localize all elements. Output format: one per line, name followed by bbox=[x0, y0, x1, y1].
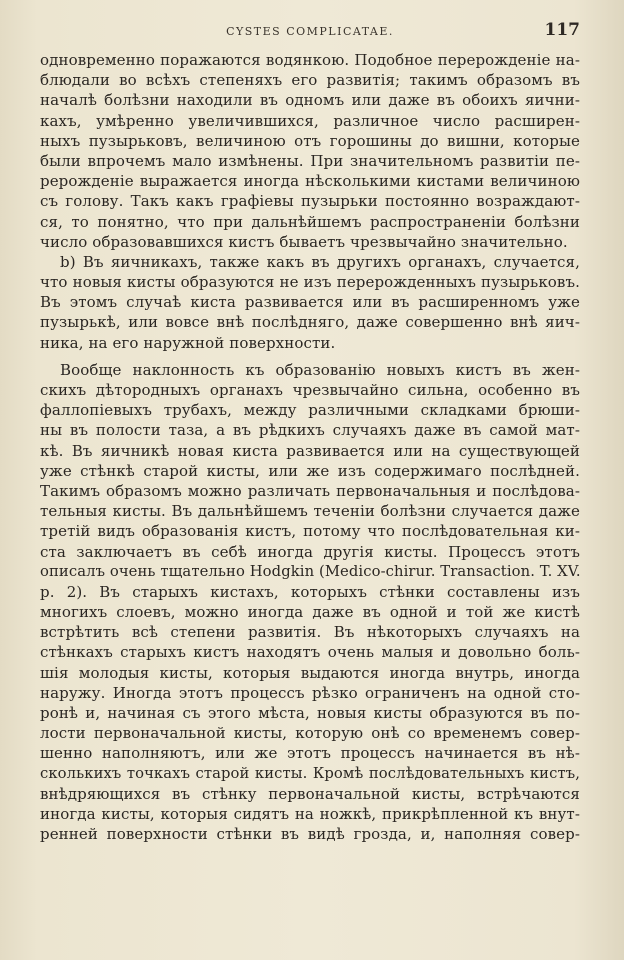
text-line: рерожденіе выражается иногда нѣсколькими кистами величиною bbox=[40, 172, 580, 191]
text-line: Вообще наклонность къ образованію новыхъ кистъ въ жен- bbox=[60, 360, 580, 379]
text-line: тельныя кисты. Въ дальнѣйшемъ теченіи болѣзни случается даже bbox=[40, 502, 580, 521]
text-line: Такимъ образомъ можно различать первоначальныя и послѣдова- bbox=[40, 481, 580, 500]
text-line: что новыя кисты образуются не изъ перерожденныхъ пузырьковъ. bbox=[40, 273, 580, 292]
body-text bbox=[40, 50, 580, 844]
text-line: блюдали во всѣхъ степеняхъ его развитія; такимъ образомъ въ bbox=[40, 71, 580, 90]
text-line: съ голову. Такъ какъ графіевы пузырьки постоянно возраждают- bbox=[40, 192, 580, 211]
text-line: ренней поверхности стѣнки въ видѣ грозда, и, наполняя совер- bbox=[40, 825, 580, 844]
text-line: многихъ слоевъ, можно иногда даже въ одной и той же кистѣ bbox=[40, 603, 580, 622]
text-line: началѣ болѣзни находили въ одномъ или даже въ обоихъ яични- bbox=[40, 91, 580, 110]
text-line: были впрочемъ мало измѣнены. При значительномъ развитіи пе- bbox=[40, 151, 580, 170]
text-line: скихъ дѣтородныхъ органахъ чрезвычайно сильна, особенно въ bbox=[40, 381, 580, 399]
text-line: описалъ очень тщательно Hodgkin (Medico-chirur. Transaction. T. XV. bbox=[40, 562, 581, 580]
text-line: ника, на его наружной поверхности. bbox=[40, 333, 336, 352]
text-line: лости первоначальной кисты, которую онѣ со временемъ совер- bbox=[40, 724, 580, 743]
text-line: p. 2). Въ старыхъ кистахъ, которыхъ стѣнки составлены изъ bbox=[40, 582, 580, 601]
text-line: ста заключаетъ въ себѣ иногда другія кисты. Процессъ этотъ bbox=[40, 542, 580, 561]
paragraph-1 bbox=[40, 50, 580, 252]
text-line: пузырькѣ, или вовсе внѣ послѣдняго, даже совершенно внѣ яич- bbox=[40, 313, 580, 332]
paragraph-3 bbox=[40, 360, 580, 845]
paragraph-gap bbox=[40, 353, 580, 360]
text-line: внѣдряющихся въ стѣнку первоначальной кисты, встрѣчаются bbox=[40, 784, 580, 803]
text-line: кѣ. Въ яичникѣ новая киста развивается или на существующей bbox=[40, 441, 580, 460]
text-line: ронѣ и, начиная съ этого мѣста, новыя кисты образуются въ по- bbox=[40, 704, 580, 722]
text-line: иногда кисты, которыя сидятъ на ножкѣ, прикрѣпленной къ внут- bbox=[40, 804, 580, 823]
text-line: уже стѣнкѣ старой кисты, или же изъ содержимаго послѣдней. bbox=[40, 461, 580, 480]
text-line: встрѣтить всѣ степени развитія. Въ нѣкоторыхъ случаяхъ на bbox=[40, 623, 580, 642]
text-line: число образовавшихся кистъ бываетъ чрезвычайно значительно. bbox=[40, 232, 568, 251]
text-line: Въ этомъ случаѣ киста развивается или въ расширенномъ уже bbox=[40, 293, 580, 312]
paragraph-2 bbox=[40, 252, 580, 353]
text-line: стѣнкахъ старыхъ кистъ находятъ очень малыя и довольно боль- bbox=[40, 643, 580, 662]
running-title: CYSTES COMPLICATAE. bbox=[226, 25, 394, 38]
text-line: третій видъ образованія кистъ, потому что послѣдовательная ки- bbox=[40, 522, 580, 541]
text-line: сколькихъ точкахъ старой кисты. Кромѣ послѣдовательныхъ кистъ, bbox=[40, 764, 580, 782]
text-line: ны въ полости таза, а въ рѣдкихъ случаяхъ даже въ самой мат- bbox=[40, 421, 580, 440]
text-line: фаллопіевыхъ трубахъ, между различными складками брюши- bbox=[40, 401, 580, 420]
text-line: ся, то понятно, что при дальнѣйшемъ распространеніи болѣзни bbox=[40, 212, 580, 231]
text-line: кахъ, умѣренно увеличившихся, различное число расширен- bbox=[40, 111, 580, 130]
running-head bbox=[40, 20, 580, 42]
text-line: шія молодыя кисты, которыя выдаются иногда внутрь, иногда bbox=[40, 663, 580, 682]
text-line: наружу. Иногда этотъ процессъ рѣзко ограниченъ на одной сто- bbox=[40, 683, 580, 702]
text-line: шенно наполняютъ, или же этотъ процессъ начинается въ нѣ- bbox=[40, 744, 580, 763]
text-line: одновременно поражаются водянкою. Подобное перерожденіе на- bbox=[40, 51, 580, 69]
text-line: ныхъ пузырьковъ, величиною отъ горошины до вишни, которые bbox=[40, 131, 580, 150]
text-line: b) Въ яичникахъ, также какъ въ другихъ органахъ, случается, bbox=[60, 252, 580, 271]
page-number: 117 bbox=[544, 20, 580, 40]
